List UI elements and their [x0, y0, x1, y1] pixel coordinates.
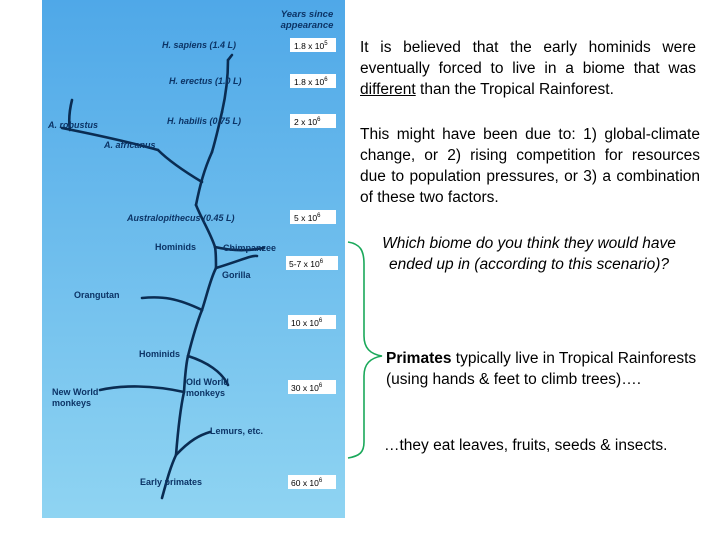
years-header-line2: appearance	[280, 20, 334, 31]
year-box	[288, 475, 336, 489]
svg-text:1.8 x 105: 1.8 x $10^5$	[294, 41, 328, 51]
label-australopithecus: Australopithecus (0.45 L)	[127, 213, 235, 223]
svg-text:2 x 106: 2 x $10^6$	[294, 117, 321, 127]
label-h-erectus: H. erectus (1.0 L)	[169, 76, 242, 86]
para1-text-a: It is believed that the early hominids were eventually forced to live in a biome that was	[360, 39, 696, 77]
svg-text:1.8 x 106: 1.8 x $10^6$	[294, 77, 328, 87]
label-a-africanus: A. africanus	[104, 140, 156, 150]
year-box	[286, 256, 338, 270]
question-text: Which biome do you think they would have ended up in (according to this scenario)?	[382, 235, 676, 273]
label-early-primates: Early primates	[140, 477, 203, 487]
svg-text:30 x 106: 30 x $10^6$	[291, 383, 323, 393]
para1-underlined-word: different	[360, 81, 416, 98]
evolution-tree-diagram	[42, 0, 345, 518]
label-orangutan: Orangutan	[74, 290, 120, 300]
label-new-world-1: New World	[52, 387, 99, 397]
year-box	[288, 315, 336, 329]
label-lemurs: Lemurs, etc.	[210, 426, 264, 436]
year-box	[288, 380, 336, 394]
answer-primates	[386, 348, 716, 390]
answer-primates-bold: Primates	[386, 350, 452, 367]
paragraph-reasons: This might have been due to: 1) global-climate change, or 2) rising competition for resources due to population pressures, or 3) a combination of these two factors.	[360, 126, 700, 206]
paragraph-hominid-biome	[360, 37, 696, 100]
svg-text:5-7 x 106: 5-7 x $10^6$	[289, 259, 324, 269]
label-old-world-2: monkeys	[186, 388, 226, 398]
answer-diet: …they eat leaves, fruits, seeds & insects.	[384, 437, 668, 454]
para1-text-b: than the Tropical Rainforest.	[415, 81, 614, 98]
label-hominids-upper: Hominids	[155, 242, 197, 252]
label-a-robustus: A. robustus	[48, 120, 99, 130]
svg-text:5 x 106: 5 x $10^6$	[294, 213, 321, 223]
label-h-sapiens: H. sapiens (1.4 L)	[162, 40, 237, 50]
label-new-world-2: monkeys	[52, 398, 92, 408]
years-header-line1: Years since	[280, 9, 334, 20]
label-chimpanzee: Chimpanzee	[223, 243, 277, 253]
label-old-world-1: Old World	[186, 377, 229, 387]
svg-text:60 x 106: 60 x $10^6$	[291, 478, 323, 488]
label-h-habilis: H. habilis (0.75 L)	[167, 116, 242, 126]
svg-text:10 x 106: 10 x $10^6$	[291, 318, 323, 328]
label-gorilla: Gorilla	[222, 270, 251, 280]
branch-main-5	[215, 247, 216, 268]
year-box	[290, 210, 336, 224]
year-box	[290, 114, 336, 128]
answer-primates-rest: typically live in Tropical Rainforests (using hands & feet to climb trees)….	[386, 350, 697, 388]
year-box	[290, 74, 336, 88]
label-hominids-lower: Hominids	[139, 349, 181, 359]
year-box	[290, 38, 336, 52]
curly-bracket	[346, 240, 386, 460]
